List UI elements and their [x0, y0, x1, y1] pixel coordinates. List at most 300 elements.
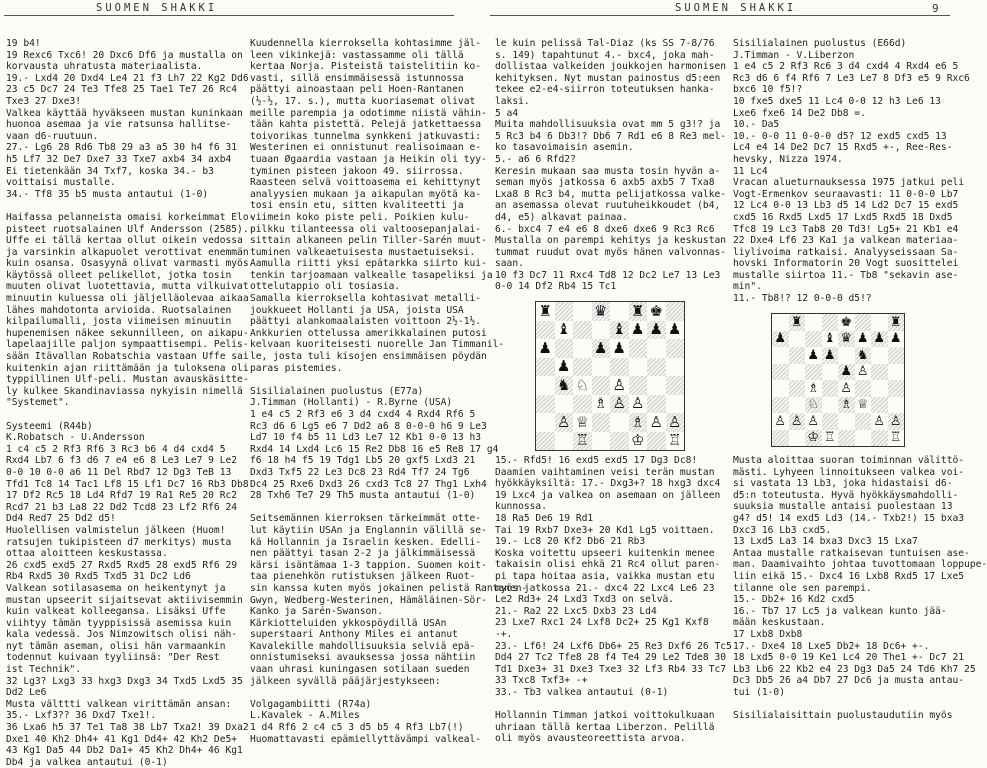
text-line: taa pienehkön rutistuksen jälkeen Ruot-	[250, 571, 476, 583]
text-line: Lxe6 fxe6 14 De2 Db8 =.	[733, 107, 866, 119]
board-square	[555, 413, 574, 432]
text-line: 12 Lc4 0-0 13 Lb3 d5 14 Ld2 Dc7 15 exd5	[733, 200, 959, 212]
text-line: nen päättyi tasan 2-2 ja jälkimmäisessä	[250, 548, 476, 560]
board-square	[555, 432, 574, 451]
text-line: Kavalekille mahdollisuuksia selviä epä-	[250, 640, 476, 652]
board-square	[592, 432, 611, 451]
board-square	[822, 380, 839, 397]
text-line: 17.- Dxe4 18 Lxe5 Db2+ 18 Dc6+ +-.	[733, 640, 930, 652]
text-line: Ankkurien ottelussa amerikkalainen putosi	[250, 327, 487, 339]
board-square	[822, 314, 839, 331]
text-line: 17 Df2 Rc5 18 Ld4 Rfd7 19 Ra1 Re5 20 Rc2	[6, 490, 238, 502]
text-line: 19 Lxc4 ja valkea on asemaan on jälleen	[495, 489, 721, 501]
text-line: Keresin mukaan saa musta tosin hyvän a-	[495, 165, 721, 177]
board-square	[536, 376, 555, 395]
board-square	[647, 339, 666, 358]
text-line: 17 Lxb8 Dxb8	[733, 628, 803, 640]
board-square	[610, 321, 629, 340]
text-line: tui (1-0)	[733, 686, 785, 698]
board-square	[666, 358, 685, 377]
text-line: viimein koko piste peli. Poikien kulu-	[250, 211, 470, 223]
chess-piece: ♔	[807, 430, 820, 446]
text-line: myös jatkossa 21.- dxc4 22 Lxc4 Le6 23	[495, 582, 715, 594]
text-line: mään keskustaan.	[733, 617, 826, 629]
text-line: pilkku tilanteessa oli valtoosepanjalai-	[250, 223, 482, 235]
board-square	[871, 314, 888, 331]
board-square	[629, 413, 648, 432]
text-line: tuaan Øgaardia vastaan ja Heikin oli tyy-	[250, 153, 487, 165]
text-line: Dc3 Db5 26 a4 Db7 27 Dc6 ja musta antau-	[733, 675, 965, 687]
text-line: Dd4 Red7 25 Dd2 d5!	[6, 513, 116, 525]
chess-piece: ♝	[823, 331, 836, 347]
chess-piece: ♟	[856, 331, 869, 347]
board-square	[838, 413, 855, 430]
chess-piece: ♙	[889, 413, 902, 429]
text-line: Seitsemännen kierroksen tärkeimmät otte-	[250, 513, 482, 525]
text-line: f6 18 h4 f5 19 Tdg1 Lb5 20 gxf5 Lxd3 21	[250, 455, 476, 467]
header-rule-left	[4, 15, 454, 16]
chess-piece: ♝	[612, 320, 626, 339]
text-line: 27.- Lg6 28 Rd6 Tb8 29 a3 a5 30 h4 f6 31	[6, 142, 238, 154]
text-line: 5 a4	[495, 107, 519, 119]
text-line: Lc4 e4 14 De2 Dc7 15 Rxd5 +-, Ree-Res-	[733, 142, 953, 154]
text-line: tummat ruudut ovat myös hänen valvonnas-	[495, 246, 727, 258]
board-square	[822, 397, 839, 414]
board-square	[838, 380, 855, 397]
text-line: pi tapa hoitaa asia, vaikka mustan etu	[495, 570, 715, 582]
text-line: tenkin tarjoamaan valkealle tasapeliksi ja	[250, 269, 493, 281]
text-line: käytössä olleet pelikellot, jotka tosin	[6, 269, 232, 281]
text-line: 19.- Lxd4 20 Dxd4 Le4 21 f3 Lh7 22 Kg2 Dd6	[6, 72, 249, 84]
text-line: Haifassa pelanneista omaisi korkeimmat Elo-	[6, 211, 255, 223]
column-4-top	[733, 38, 970, 306]
text-line: Tfc8 19 Lc3 Tab8 20 Td3! Lg5+ 21 Kb1 e4	[733, 223, 959, 235]
text-line: 36 Lxa6 h5 37 Te1 Ta8 38 Lb7 Txa2! 39 Dxa2	[6, 722, 249, 734]
text-line: Txe3 27 Dxe3!	[6, 95, 82, 107]
chess-piece: ♟	[668, 320, 682, 339]
chess-piece: ♟	[774, 331, 787, 347]
chess-piece: ♟	[538, 338, 552, 357]
text-line: nyt tämän aseman, olisi hän varmaankin	[6, 640, 226, 652]
text-line: uhriaan tällä kertaa Liberzon. Pelillä	[495, 721, 715, 733]
text-line: Lb3 Lb6 22 Kb2 e4 23 Dg3 Da5 24 Td6 Kh7 25	[733, 663, 976, 675]
text-line: 11.- Tb8!? 12 0-0-0 d5!?	[733, 293, 872, 305]
board-square	[789, 430, 806, 447]
board-square	[772, 331, 789, 348]
chess-piece: ♞	[856, 347, 869, 363]
chess-piece: ♟	[649, 320, 663, 339]
text-line: hyökkäyksiltä: 17.- Dxg3+? 18 hxg3 dxc4	[495, 478, 721, 490]
board-square	[805, 397, 822, 414]
chess-piece: ♗	[840, 397, 853, 413]
board-square	[592, 395, 611, 414]
text-line: 35.- Lxf3?? 36 Dxd7 Txe1!.	[6, 710, 157, 722]
text-line: 1 c4 c5 2 Rf3 Rf6 3 Rc3 b6 4 d4 cxd4 5	[6, 443, 226, 455]
text-line: 28 Txh6 Te7 29 Th5 musta antautui (1-0)	[250, 490, 476, 502]
column-3-top	[495, 38, 727, 296]
board-square	[888, 314, 905, 331]
text-line: d4, e5) alkavat painaa.	[495, 211, 628, 223]
board-square	[536, 358, 555, 377]
board-square	[871, 347, 888, 364]
text-line: Dd4 27 Tc2 Tfe8 28 f4 Te4 29 Le2 Tde8 30	[495, 652, 727, 664]
board-square	[647, 376, 666, 395]
text-line: Vracan alueturnauksessa 1975 jatkui peli	[733, 177, 965, 189]
text-line: Westerinen ei onnistunut realisoimaan e-	[250, 142, 482, 154]
board-square	[647, 321, 666, 340]
board-square	[610, 395, 629, 414]
text-line: h5 Lf7 32 De7 Dxe7 33 Txe7 axb4 34 axb4	[6, 153, 232, 165]
text-line: kunnossa.	[495, 501, 547, 513]
chess-piece: ♙	[774, 413, 787, 429]
text-line: kuin valkeat kolleegansa. Lisäksi Uffe	[6, 606, 226, 618]
chess-piece: ♙	[856, 364, 869, 380]
text-line: Aamulla riitti yksi epätarkka siirto kui-	[250, 258, 487, 270]
text-line: tään kahta pistettä. Pelejä jatkettaessa	[250, 119, 482, 131]
board-square	[772, 364, 789, 381]
board-square	[592, 339, 611, 358]
chess-piece: ♙	[612, 394, 626, 413]
board-square	[871, 413, 888, 430]
text-line: Dxe1 40 Kh2 Dh4+ 41 Kg1 Dd4+ 42 Kh2 De5+	[6, 733, 238, 745]
board-square	[838, 430, 855, 447]
board-square	[592, 302, 611, 321]
text-line: Rb4 Rxd5 30 Rxd5 Txd5 31 Dc2 Ld6	[6, 571, 191, 583]
text-line: ja varsinkin alkapuolet verottivat enemmän	[6, 246, 249, 258]
text-line: Raasteen selvä voittoasema ei kehittynyt	[250, 177, 482, 189]
board-square	[805, 331, 822, 348]
text-line: toivorikas tunnelma synkkeni jatkuvasti:	[250, 130, 482, 142]
text-line: Mustalla on parempi kehitys ja keskustan	[495, 235, 727, 247]
board-square	[629, 321, 648, 340]
board-square	[888, 380, 905, 397]
text-line: hevsky, Nizza 1974.	[733, 153, 843, 165]
board-square	[789, 413, 806, 430]
chess-piece: ♗	[807, 380, 820, 396]
chess-piece: ♕	[575, 412, 589, 431]
board-square	[772, 380, 789, 397]
text-line: 1 e4 c5 2 Rf3 e6 3 d4 cxd4 4 Rxd4 Rf6 5	[250, 409, 476, 420]
board-square	[629, 358, 648, 377]
text-line: ottelutappio oli tosiasia.	[250, 281, 401, 293]
text-line: minuutin kuluessa oli jäljelläolevaa aikaa	[6, 293, 249, 305]
chess-piece: ♙	[807, 413, 820, 429]
text-line: kuitenkin ajan riittämään ja tuloksena oli	[6, 362, 249, 374]
text-line: Lxa8 8 Rc3 b4, mutta pelijatkossa valke-	[495, 188, 727, 200]
chess-piece: ♟	[594, 338, 608, 357]
board-square	[855, 380, 872, 397]
board-square	[822, 413, 839, 430]
board-square	[555, 302, 574, 321]
board-square	[822, 430, 839, 447]
text-line: 13 Lxd5 La3 14 bxa3 Dxc3 15 Lxa7	[733, 536, 918, 548]
text-line: Dxc3 16 Lb3 cxd5.	[733, 524, 832, 536]
chess-piece: ♟	[557, 357, 571, 376]
board-square	[888, 397, 905, 414]
board-square	[888, 347, 905, 364]
text-line: 19.- Lc8 20 Kf2 Db6 21 Rb3	[495, 536, 646, 548]
chess-piece: ♔	[631, 431, 645, 450]
text-line: Samalla kierroksella kohtasivat metalli-	[250, 293, 482, 305]
board-square	[666, 302, 685, 321]
board-square	[871, 397, 888, 414]
chess-piece: ♙	[873, 413, 886, 429]
text-line: korvausta uhratusta materiaalista.	[6, 61, 203, 73]
text-line: analyysien mukaan ja aikapulan myötä ka-	[250, 188, 482, 200]
text-line: (½-½, 17. s.), mutta kuoriasemat olivat	[250, 95, 476, 107]
board-square	[536, 413, 555, 432]
board-square	[871, 364, 888, 381]
board-square	[573, 395, 592, 414]
chess-piece: ♞	[557, 375, 571, 394]
chess-piece: ♙	[612, 375, 626, 394]
board-square	[629, 395, 648, 414]
text-line: lähes mahdotonta arvioida. Ruotsalainen	[6, 304, 232, 316]
text-line: tyminen pisteen jakoon 49. siirrossa.	[250, 165, 464, 177]
text-line: Kärkiotteluiden ykkospöydillä USAn	[250, 617, 447, 629]
board-square	[772, 314, 789, 331]
chess-piece: ♗	[594, 394, 608, 413]
text-line: todennut kuivaan tyyliinsä: "Der Rest	[6, 652, 220, 664]
chess-piece: ♝	[557, 320, 571, 339]
board-square	[536, 339, 555, 358]
text-line: Uffe ei tällä kertaa ollut oikein vedossa	[6, 235, 243, 247]
text-line: Vogt-Ermenkov seuraavasti: 11 0-0-0 Lb7	[733, 188, 959, 200]
text-line: 19 b4!	[6, 38, 41, 49]
board-square	[838, 314, 855, 331]
chess-piece: ♟	[840, 364, 853, 380]
board-square	[555, 321, 574, 340]
board-square	[536, 432, 555, 451]
chess-piece: ♜	[889, 314, 902, 330]
text-line: Huolellisen valmistelun jälkeen (Huom!	[6, 524, 226, 536]
text-line: dollistaa valkeiden joukkojen harmonisen	[495, 61, 727, 73]
board-square	[647, 358, 666, 377]
board-square	[647, 432, 666, 451]
board-square	[772, 413, 789, 430]
text-line: si vastata 13 Lb3, joka hidastaisi d6-	[733, 478, 953, 490]
board-square	[805, 413, 822, 430]
board-square	[592, 413, 611, 432]
board-square	[888, 331, 905, 348]
text-line: -+.	[495, 628, 513, 640]
text-line: min".	[733, 281, 762, 293]
chess-piece: ♟	[873, 331, 886, 347]
chess-piece: ♖	[889, 430, 902, 446]
chess-piece: ♚	[649, 301, 663, 320]
text-line: 15.- Rfd5! 16 exd5 exd5 17 Dg3 Dc8!	[495, 455, 698, 466]
text-line: muuten olivat luotettavia, mutta vilkuivat	[6, 281, 249, 293]
board-square	[629, 339, 648, 358]
board-square	[666, 395, 685, 414]
text-line: paras pistemies.	[250, 362, 343, 374]
chess-piece: ♙	[840, 380, 853, 396]
text-line: huonoa asemaa ja vie ratsunsa hallitse-	[6, 119, 232, 131]
text-line	[250, 687, 460, 699]
board-square	[855, 347, 872, 364]
magazine-title-right: SUOMEN SHAKKI	[675, 2, 797, 14]
text-line: kertaa Norja. Pisteistä taistelitiin ko-	[250, 61, 482, 73]
column-3-bottom	[495, 455, 732, 745]
text-line: oli myös avausteoreettista arvoa.	[495, 733, 686, 745]
board-square	[789, 397, 806, 414]
board-square	[629, 302, 648, 321]
text-line: liylivoima ratkaisi. Analyyseissaan Sa-	[733, 246, 959, 258]
board-square	[610, 302, 629, 321]
board-square	[772, 430, 789, 447]
text-line: lapelaajille paljon sympaattisempi. Pelis-	[6, 339, 249, 351]
text-line: 15.- Db2+ 16 Kd2 cxd5	[733, 594, 855, 606]
text-line: hupenemisen näkee sekunnilleen, on aikapu-	[6, 327, 249, 339]
text-line: kehityksen. Nyt mustan painostus d5:een	[495, 72, 721, 84]
chess-piece: ♟	[631, 320, 645, 339]
text-line	[733, 698, 955, 710]
text-line: 10 f3 Dc7 11 Rxc4 Td8 12 Dc2 Le7 13 Le3	[495, 269, 721, 281]
chess-diagram-2	[771, 313, 905, 447]
chess-piece: ♜	[790, 314, 803, 330]
text-line: 5.- a6 6 Rfd2?	[495, 153, 576, 165]
text-line: kilpailumalli, josta viimeisen minuutin	[6, 316, 232, 328]
board-square	[666, 432, 685, 451]
board-square	[536, 302, 555, 321]
text-line: cxd5 16 Rxd5 Lxd5 17 Lxd5 Rxd5 18 Dxd5	[733, 211, 953, 223]
board-square	[610, 339, 629, 358]
text-line: 10.- 0-0 11 0-0-0 d5? 12 exd5 cxd5 13	[733, 130, 947, 142]
text-line: Musta aloittaa suoran toiminnan välittö-	[733, 455, 965, 466]
text-line: 0-0 10 0-0 a6 11 Del Rbd7 12 Dg3 TeB 13	[6, 466, 232, 478]
text-line: Kanko ja Sarén-Swanson.	[250, 606, 383, 618]
text-line: 19 Rexc6 Txc6! 20 Dxc6 Df6 ja mustalla on	[6, 49, 243, 61]
text-line: Tfd1 Tc8 14 Tac1 Lf8 15 Lf1 Dc7 16 Rb3 Db8	[6, 478, 249, 490]
text-line: Huomattavasti epämiellyttävämpi valkeal-	[250, 733, 482, 745]
text-line: 33 Txc8 Txf3+ -+	[495, 675, 588, 687]
chess-diagram-1	[535, 301, 685, 451]
chess-piece: ♕	[856, 397, 869, 413]
text-line: Dd2 Le6	[6, 687, 47, 699]
text-line: 10.- Da5	[733, 119, 780, 131]
text-line: onnistumiseksi avauksessa jossa nähtiin	[250, 652, 476, 664]
text-line: Ld7 10 f4 b5 11 Ld3 Le7 12 Kb1 0-0 13 h3	[250, 432, 482, 444]
text-line: Valkean sotilasasema on heikentynyt ja	[6, 582, 226, 594]
text-line: Le2 Rd3+ 24 Lxd3 Txd3 on selvä.	[495, 594, 675, 606]
board-square	[855, 397, 872, 414]
board-square	[838, 364, 855, 381]
board-square	[805, 347, 822, 364]
board-square	[871, 430, 888, 447]
text-line: liin eikä 15.- Dxc4 16 Lxb8 Rxd5 17 Lxe5	[733, 570, 965, 582]
chess-piece: ♟	[612, 338, 626, 357]
text-line: vaan d6-ruutuun.	[6, 130, 99, 142]
text-line: 16.- Tb7 17 Lc5 ja valkean kunto jää-	[733, 605, 947, 617]
text-line: superstaari Anthony Miles ei antanut	[250, 629, 458, 641]
text-line: 22 Dxe4 Lf6 23 Ka1 ja valkean materiaa-	[733, 235, 959, 247]
text-line: Musta välttti valkean virittämän ansan:	[6, 698, 232, 710]
text-line: tosi ensin etu, sitten kvaliteetti ja	[250, 200, 464, 212]
board-square	[855, 413, 872, 430]
text-line: 23 c5 Dc7 24 Te3 Tfe8 25 Tae1 Te7 26 Rc4	[6, 84, 238, 96]
board-square	[647, 395, 666, 414]
text-line: sin kanssa kuten myös jokainen pelistä Rantanen-	[250, 582, 528, 594]
text-line: 1 d4 Rf6 2 c4 c5 3 d5 b5 4 Rf3 Lb7(!)	[250, 722, 464, 734]
text-line: lut käytiin USAn ja Englannin välillä se-	[250, 524, 487, 536]
column-4-bottom	[733, 455, 987, 722]
board-square	[666, 339, 685, 358]
text-line: mustan upseerit sijaitsevat aktiivisemmin	[6, 594, 243, 606]
text-line: K.Robatsch - U.Andersson	[6, 432, 145, 444]
board-square	[536, 395, 555, 414]
text-line: g4? d5! 14 exd5 Ld3 (14.- Txb2!) 15 bxa3	[733, 512, 965, 524]
text-line: 6.- bxc4 7 e4 e6 8 dxe6 dxe6 9 Rc3 Rc6	[495, 223, 715, 235]
text-line: Koska voitettu upseeri kuitenkin menee	[495, 547, 715, 559]
board-square	[805, 380, 822, 397]
board-square	[592, 376, 611, 395]
board-square	[838, 397, 855, 414]
text-line: ottaa aloitteen keskustassa.	[6, 548, 168, 560]
chess-piece: ♜	[631, 301, 645, 320]
text-line: kärsi isäntämaa 1-3 tappion. Suomen koit-	[250, 559, 487, 571]
board-square	[822, 364, 839, 381]
chess-piece: ♙	[668, 412, 682, 431]
text-line: Rc3 d6 6 f4 Rf6 7 Le3 Le7 8 Df3 e5 9 Rxc6	[733, 72, 970, 84]
text-line: päättyi ainoastaan peli Hoen-Rantanen	[250, 84, 464, 96]
text-line: tekee e2-e4-siirron toteutuksen hanka-	[495, 84, 715, 96]
text-line	[6, 200, 244, 212]
text-line: hovski Informatorin 20 Vogt suosittelei	[733, 258, 959, 270]
text-line: Hollannin Timman jatkoi voittokulkuaan	[495, 710, 715, 722]
board-square	[610, 376, 629, 395]
magazine-title-left: SUOMEN SHAKKI	[96, 2, 218, 14]
text-line	[250, 374, 460, 386]
board-square	[573, 413, 592, 432]
text-line: Rxd4 Lb7 6 f3 d6 7 e4 e6 8 Le3 Le7 9 Le2	[6, 455, 238, 467]
chess-piece: ♙	[557, 412, 571, 431]
text-line: Kuudennella kierroksella kohtasimme jäl-	[250, 38, 482, 49]
text-line: leen vikinkejä: vastassamme oli tällä	[250, 49, 464, 61]
text-line: Db4 ja valkea antautui (0-1)	[6, 756, 168, 768]
board-square	[647, 302, 666, 321]
board-square	[555, 376, 574, 395]
text-line: Sisilialainen puolustus (E66d)	[733, 38, 907, 49]
board-square	[855, 314, 872, 331]
board-square	[629, 376, 648, 395]
text-line: 11 Lc4	[733, 165, 768, 177]
text-line: kala vedessä. Jos Nimzowitsch olisi näh-	[6, 629, 238, 641]
header-rule-right	[490, 15, 950, 16]
board-square	[789, 364, 806, 381]
board-square	[789, 347, 806, 364]
board-square	[805, 314, 822, 331]
chess-piece: ♙	[631, 394, 645, 413]
board-square	[555, 339, 574, 358]
board-square	[838, 347, 855, 364]
text-line: ly kulkee Skandinaviassa nykyisin nimellä	[6, 385, 243, 397]
board-square	[871, 380, 888, 397]
board-square	[838, 331, 855, 348]
text-line: seman myös jatkossa 6 axb5 axb5 7 Txa8	[495, 177, 715, 189]
board-square	[855, 430, 872, 447]
text-line: Dc4 25 Rxe6 Dxd3 26 cxd3 Tc8 27 Thg1 Lxh4	[250, 478, 487, 490]
board-square	[592, 358, 611, 377]
text-line: vasti, sillä ensimmäisessä istunnossa	[250, 72, 464, 84]
text-line: le, josta tuli kisojen ensimmäisen pöydän	[250, 351, 487, 363]
chess-piece: ♖	[575, 431, 589, 450]
board-square	[805, 364, 822, 381]
chess-piece: ♚	[840, 314, 853, 330]
text-line: 18 Lxd5 0-0 19 Ke1 Lc4 20 The1 +- Dc7 21	[733, 652, 965, 664]
text-line: 21.- Ra2 22 Lxc5 Dxb3 23 Ld4	[495, 605, 657, 617]
text-line: J.Timman (Hollanti) - R.Byrne (USA)	[250, 397, 453, 409]
text-line: 26 cxd5 exd5 27 Rxd5 Rxd5 28 exd5 Rf6 29	[6, 559, 238, 571]
